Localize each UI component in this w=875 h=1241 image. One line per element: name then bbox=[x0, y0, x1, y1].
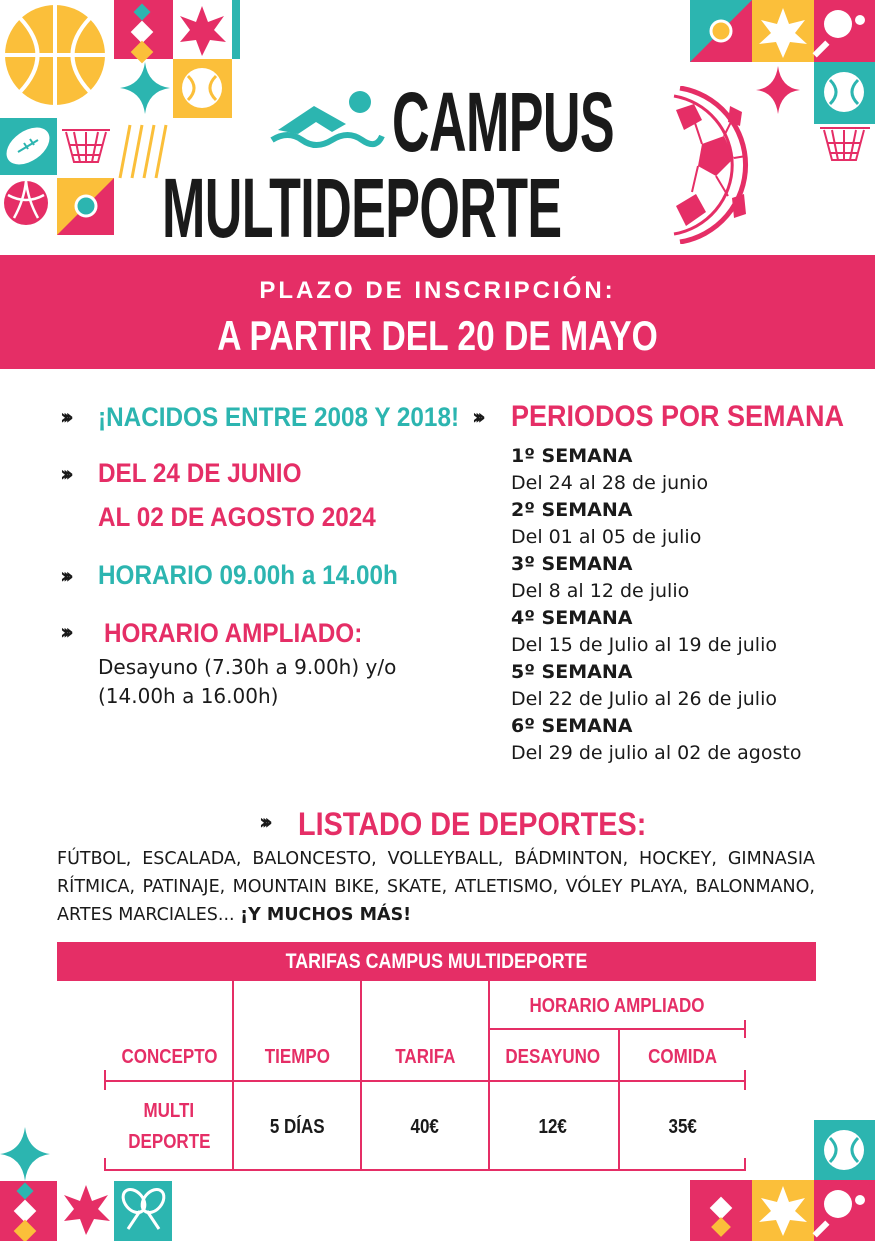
row-time bbox=[232, 1116, 362, 1139]
born-years: ¡NACIDOS ENTRE 2008 Y 2018! bbox=[98, 402, 460, 432]
registration-label: PLAZO DE INSCRIPCIÓN: bbox=[259, 277, 616, 304]
table-tick bbox=[470, 1169, 506, 1171]
week-6-title: 6º SEMANA bbox=[511, 715, 633, 737]
table-tick bbox=[214, 1169, 250, 1171]
basketball-icon bbox=[5, 5, 105, 105]
extended-schedule-group-header bbox=[488, 995, 746, 1018]
header-desayuno bbox=[488, 1046, 618, 1069]
soccer-ball-icon bbox=[672, 86, 762, 244]
week-3-dates: Del 8 al 12 de julio bbox=[511, 580, 690, 602]
sports-list bbox=[57, 845, 815, 929]
row-concept-line2-text: DEPORTE bbox=[127, 1131, 211, 1153]
week-2-title: 2º SEMANA bbox=[511, 499, 633, 521]
sports-tiles-bottom-right bbox=[690, 1120, 875, 1241]
row-breakfast-text: 12€ bbox=[538, 1116, 568, 1138]
table-tick bbox=[342, 1169, 378, 1171]
chevron-icon: ››› bbox=[60, 620, 68, 644]
registration-date: A PARTIR DEL 20 DE MAYO bbox=[217, 312, 658, 359]
table-tick bbox=[744, 1070, 746, 1090]
header-tarifa bbox=[360, 1046, 490, 1069]
row-breakfast bbox=[488, 1116, 618, 1139]
sports-tiles-bottom-left bbox=[0, 1125, 175, 1241]
table-tick bbox=[744, 1020, 746, 1038]
swimmer-icon bbox=[268, 86, 386, 156]
row-fee-text: 40€ bbox=[410, 1116, 440, 1138]
row-fee bbox=[360, 1116, 490, 1139]
header-concepto bbox=[104, 1046, 234, 1069]
week-2-dates: Del 01 al 05 de julio bbox=[511, 526, 702, 548]
header-tarifa-text: TARIFA bbox=[394, 1046, 456, 1068]
table-tick bbox=[104, 1070, 106, 1090]
sports-list-text: FÚTBOL, ESCALADA, BALONCESTO, VOLLEYBALL, BÁDMINTON, HOCKEY, GIMNASIA RÍTMICA, PATINAJE, MOUNTAIN BIKE, SKATE, ATLETISMO, VÓLEY PLAYA, BALONMANO, ARTES MARCIALES... bbox=[57, 849, 815, 925]
dates-line1: DEL 24 DE JUNIO bbox=[98, 458, 302, 488]
row-lunch-text: 35€ bbox=[668, 1116, 698, 1138]
week-1-dates: Del 24 al 28 de junio bbox=[511, 472, 709, 494]
dates-line2: AL 02 DE AGOSTO 2024 bbox=[98, 502, 376, 532]
fees-title-text: TARIFAS CAMPUS MULTIDEPORTE bbox=[285, 950, 588, 973]
table-rule bbox=[104, 1080, 746, 1082]
row-concept-line1-text: MULTI bbox=[143, 1100, 195, 1122]
title-line-multideporte: MULTIDEPORTE bbox=[162, 161, 562, 255]
row-time-text: 5 DÍAS bbox=[269, 1116, 325, 1138]
extended-schedule-line2: (14.00h a 16.00h) bbox=[98, 684, 279, 708]
periods-title: PERIODOS POR SEMANA bbox=[511, 400, 845, 433]
table-divider bbox=[360, 981, 362, 1171]
chevron-icon: ››› bbox=[60, 405, 68, 429]
chevron-icon: ››› bbox=[259, 810, 267, 834]
week-3-title: 3º SEMANA bbox=[511, 553, 633, 575]
header-tiempo bbox=[232, 1046, 362, 1069]
row-concept-line1 bbox=[104, 1100, 234, 1123]
week-5-dates: Del 22 de Julio al 26 de julio bbox=[511, 688, 777, 710]
header-tiempo-text: TIEMPO bbox=[264, 1046, 330, 1068]
fees-table-title bbox=[57, 942, 816, 981]
week-4-title: 4º SEMANA bbox=[511, 607, 633, 629]
extended-group-text: HORARIO AMPLIADO bbox=[529, 995, 705, 1017]
schedule: HORARIO 09.00h a 14.00h bbox=[98, 560, 398, 590]
week-5-title: 5º SEMANA bbox=[511, 661, 633, 683]
chevron-icon: ››› bbox=[60, 462, 68, 486]
chevron-icon: ››› bbox=[472, 405, 480, 429]
chevron-icon: ››› bbox=[60, 564, 68, 588]
header-comida bbox=[618, 1046, 748, 1069]
header-desayuno-text: DESAYUNO bbox=[505, 1046, 601, 1068]
week-1-title: 1º SEMANA bbox=[511, 445, 633, 467]
title-line-campus: CAMPUS bbox=[392, 75, 614, 169]
extended-schedule-title: HORARIO AMPLIADO: bbox=[104, 618, 363, 648]
header-comida-text: COMIDA bbox=[648, 1046, 718, 1068]
week-6-dates: Del 29 de julio al 02 de agosto bbox=[511, 742, 802, 764]
header-concepto-text: CONCEPTO bbox=[120, 1046, 218, 1068]
sports-title: LISTADO DE DEPORTES: bbox=[298, 806, 647, 842]
sports-list-highlight: ¡Y MUCHOS MÁS! bbox=[240, 905, 412, 925]
table-rule bbox=[104, 1169, 746, 1171]
table-rule bbox=[488, 1028, 746, 1030]
table-tick bbox=[600, 1169, 636, 1171]
extended-schedule-line1: Desayuno (7.30h a 9.00h) y/o bbox=[98, 655, 397, 679]
week-4-dates: Del 15 de Julio al 19 de julio bbox=[511, 634, 777, 656]
